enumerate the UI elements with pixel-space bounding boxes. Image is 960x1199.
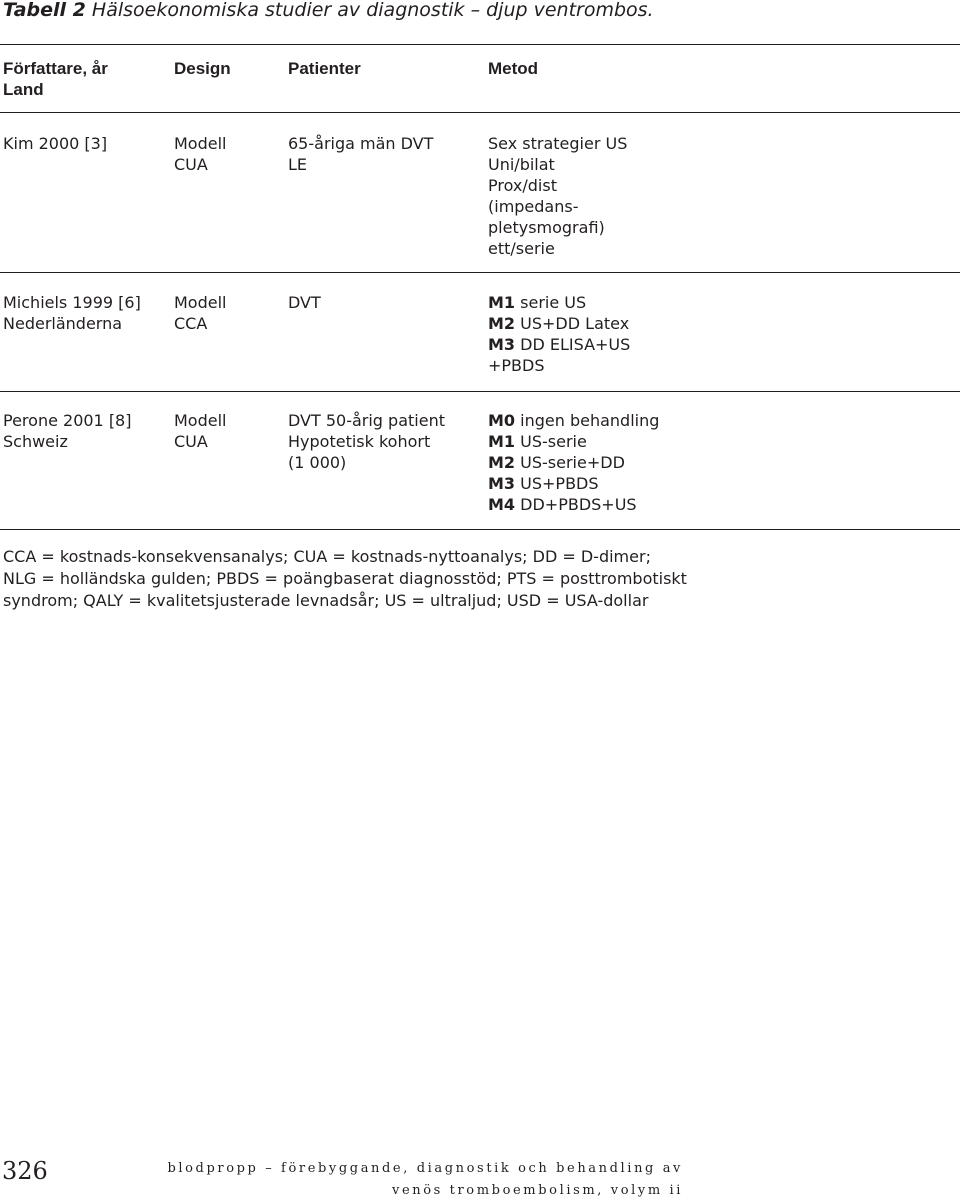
cell-line: Nederländerna [3,314,123,333]
method-text: US-serie+DD [520,453,625,472]
method-text: +PBDS [488,356,545,375]
method-code: M2 [488,314,516,333]
cell-line: Modell [174,134,227,153]
cell-line: Hypotetisk kohort [288,432,431,451]
cell-line: CUA [174,432,208,451]
cell-patients [288,410,445,473]
method-line [488,196,627,217]
method-line [488,410,659,431]
method-text: Prox/dist [488,176,557,195]
cell-line: Modell [174,411,227,430]
cell-method [488,292,630,376]
method-text: pletysmografi) [488,218,605,237]
row-divider [0,391,960,392]
method-text: US+PBDS [520,474,599,493]
cell-line: DVT [288,293,321,312]
header-patients: Patienter [288,59,361,78]
header-author: Författare, år Land [3,59,108,99]
footnote-line: syndrom; QALY = kvalitetsjusterade levnadsår; US = ultraljud; USD = USA-dollar [3,591,649,610]
method-code: M4 [488,495,516,514]
footnote-line: CCA = kostnads-konsekvensanalys; CUA = kostnads-nyttoanalys; DD = D-dimer; [3,547,651,566]
method-line [488,494,659,515]
method-line [488,431,659,452]
method-text: Uni/bilat [488,155,555,174]
method-code: M1 [488,432,516,451]
cell-line: Perone 2001 [8] [3,411,132,430]
cell-line: Kim 2000 [3] [3,134,108,153]
cell-design [174,292,226,334]
method-line [488,217,627,238]
rule-header [0,112,960,113]
page-number: 326 [2,1157,48,1185]
method-line [488,238,627,259]
table-title [3,0,654,22]
method-text: DD ELISA+US [520,335,631,354]
cell-line: Schweiz [3,432,68,451]
method-code: M0 [488,411,516,430]
method-text: ett/serie [488,239,555,258]
footnote-line: NLG = holländska gulden; PBDS = poängbaserat diagnosstöd; PTS = posttrombotiskt [3,569,687,588]
method-text: US+DD Latex [520,314,630,333]
header-method: Metod [488,59,539,78]
cell-patients [288,133,433,175]
cell-patients [288,292,321,313]
method-text: ingen behandling [520,411,660,430]
method-line [488,175,627,196]
row-divider [0,272,960,273]
cell-design [174,133,226,175]
running-title-line-2: venös tromboembolism, volym ii [392,1183,683,1198]
running-title-line-1: blodpropp – förebyggande, diagnostik och behandling av [167,1161,683,1176]
method-line [488,313,630,334]
cell-line: 65-åriga män DVT [288,134,434,153]
method-line [488,355,630,376]
cell-line: CCA [174,314,208,333]
cell-author [3,133,107,154]
method-code: M3 [488,474,516,493]
method-line [488,473,659,494]
method-code: M1 [488,293,516,312]
method-text: Sex strategier US [488,134,628,153]
table-caption: Hälsoekonomiska studier av diagnostik – djup ventrombos. [91,0,654,21]
method-text: serie US [520,293,587,312]
cell-line: LE [288,155,308,174]
table-label: Tabell 2 [3,0,86,21]
cell-author [3,292,141,334]
cell-design [174,410,226,452]
rule-bottom [0,529,960,530]
method-line [488,334,630,355]
cell-line: Modell [174,293,227,312]
cell-author [3,410,131,452]
cell-line: DVT 50-årig patient [288,411,445,430]
cell-method [488,133,627,259]
method-code: M2 [488,453,516,472]
method-line [488,292,630,313]
rule-top [0,44,960,45]
method-text: (impedans- [488,197,579,216]
cell-line: CUA [174,155,208,174]
method-text: DD+PBDS+US [520,495,637,514]
table-footnote [3,546,687,612]
cell-method [488,410,659,515]
header-design: Design [174,59,231,78]
cell-line: Michiels 1999 [6] [3,293,141,312]
method-line [488,154,627,175]
method-text: US-serie [520,432,587,451]
method-line [488,452,659,473]
method-code: M3 [488,335,516,354]
cell-line: (1 000) [288,453,347,472]
method-line [488,133,627,154]
